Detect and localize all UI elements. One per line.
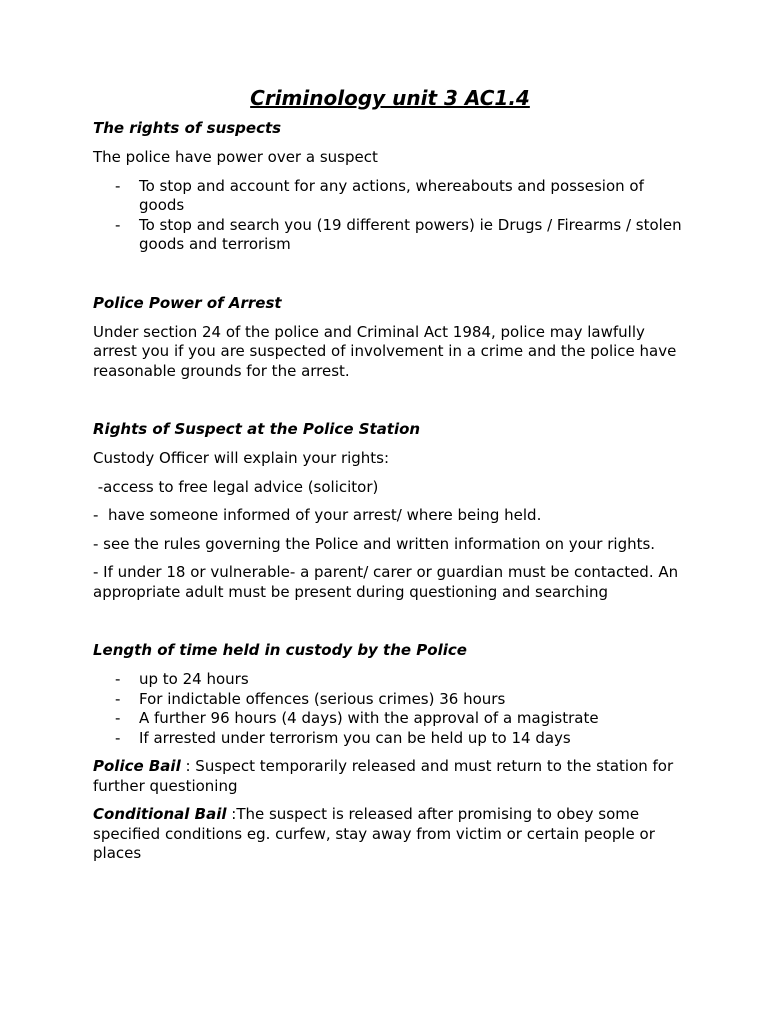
list-item: - If arrested under terrorism you can be held up to 14 days bbox=[115, 728, 571, 747]
list-item: - up to 24 hours bbox=[115, 670, 249, 688]
paragraph: Custody Officer will explain your rights: bbox=[93, 449, 390, 467]
bullet-dash: - bbox=[115, 670, 121, 688]
conditional-bail-term: Conditional Bail bbox=[93, 805, 227, 823]
rights-line: -access to free legal advice (solicitor) bbox=[93, 477, 379, 496]
list-item: - To stop and search you (19 different powers) ie Drugs / Firearms / stolen goods and terrorism bbox=[115, 215, 682, 253]
list-item: - To stop and account for any actions, whereabouts and possesion of goods bbox=[115, 176, 644, 214]
bullet-list bbox=[93, 177, 683, 255]
bullet-list bbox=[93, 670, 683, 748]
section-heading-rights-at-station: Rights of Suspect at the Police Station bbox=[93, 420, 421, 438]
document-title: Criminology unit 3 AC1.4 bbox=[250, 86, 530, 110]
section-intro: The police have power over a suspect bbox=[93, 148, 378, 166]
bullet-dash: - bbox=[115, 215, 121, 234]
bullet-dash: - bbox=[115, 689, 121, 708]
rights-line: - If under 18 or vulnerable- a parent/ carer or guardian must be contacted. An appropriate adult must be present during questioning and searching bbox=[93, 563, 679, 601]
bullet-dash: - bbox=[115, 176, 121, 195]
bullet-dash: - bbox=[115, 728, 121, 747]
list-item: - For indictable offences (serious crimes) 36 hours bbox=[115, 689, 506, 708]
rights-line: - see the rules governing the Police and written information on your rights. bbox=[93, 534, 656, 553]
document-body bbox=[93, 84, 683, 873]
section-heading-custody-time: Length of time held in custody by the Police bbox=[93, 641, 467, 659]
rights-line: - have someone informed of your arrest/ where being held. bbox=[93, 506, 542, 524]
section-heading-power-of-arrest: Police Power of Arrest bbox=[93, 293, 282, 312]
bullet-dash: - bbox=[115, 709, 121, 727]
list-item: - A further 96 hours (4 days) with the approval of a magistrate bbox=[115, 709, 599, 727]
conditional-bail-paragraph: Conditional Bail :The suspect is released after promising to obey some specified conditions eg. curfew, stay away from victim or certain people or places bbox=[93, 805, 655, 862]
section-heading-rights-of-suspects: The rights of suspects bbox=[93, 119, 282, 137]
bail-term: Police Bail bbox=[93, 757, 181, 775]
paragraph: Under section 24 of the police and Criminal Act 1984, police may lawfully arrest you if you are suspected of involvement in a crime and the police have reasonable grounds for the arrest. bbox=[93, 322, 677, 380]
police-bail-paragraph: Police Bail : Suspect temporarily released and must return to the station for further questioning bbox=[93, 757, 674, 795]
